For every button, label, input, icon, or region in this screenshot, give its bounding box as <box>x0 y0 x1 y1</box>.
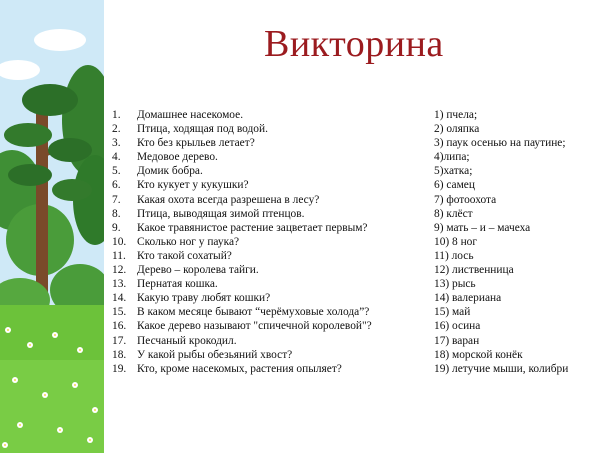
question-number: 11. <box>112 249 126 262</box>
question-number: 3. <box>112 137 121 150</box>
question-text: Какое травянистое растение зацветает первым? <box>137 221 368 234</box>
answer-text: 10) 8 ног <box>434 235 478 248</box>
answer-text: 17) варан <box>434 334 480 347</box>
question-number: 7. <box>112 193 121 206</box>
question-text: Птица, ходящая под водой. <box>137 123 268 136</box>
answer-text: 9) мать – и – мачеха <box>434 221 531 234</box>
answer-text: 5)хатка; <box>434 165 473 178</box>
quiz-row <box>112 178 602 192</box>
question-text: Какая охота всегда разрешена в лесу? <box>137 193 320 206</box>
question-number: 15. <box>112 306 127 319</box>
forest-illustration <box>0 0 104 453</box>
answer-text: 12) лиственница <box>434 264 514 277</box>
question-number: 18. <box>112 348 127 361</box>
quiz-row <box>112 207 602 221</box>
question-number: 2. <box>112 123 121 136</box>
question-text: Какую траву любят кошки? <box>137 292 271 305</box>
question-number: 10. <box>112 235 127 248</box>
answer-text: 15) май <box>434 306 471 319</box>
question-number: 19. <box>112 362 127 375</box>
answer-text: 16) осина <box>434 320 481 333</box>
quiz-row <box>112 150 602 164</box>
quiz-row <box>112 348 602 362</box>
answer-text: 4)липа; <box>434 151 470 164</box>
question-text: Кто кукует у кукушки? <box>137 179 249 192</box>
answer-text: 18) морской конёк <box>434 348 523 361</box>
question-text: Кто без крыльев летает? <box>137 137 255 150</box>
answer-text: 1) пчела; <box>434 109 478 121</box>
quiz-row <box>112 193 602 207</box>
question-number: 16. <box>112 320 127 333</box>
quiz-row <box>112 249 602 263</box>
question-text: Пернатая кошка. <box>137 278 218 291</box>
quiz-row <box>112 122 602 136</box>
question-text: Домашнее насекомое. <box>137 109 244 121</box>
question-number: 5. <box>112 165 121 178</box>
answer-text: 13) рысь <box>434 278 476 291</box>
question-number: 6. <box>112 179 121 192</box>
question-text: Птица, выводящая зимой птенцов. <box>137 207 305 220</box>
question-text: Кто, кроме насекомых, растения опыляет? <box>137 362 342 375</box>
question-number: 12. <box>112 264 127 277</box>
answer-text: 8) клёст <box>434 207 473 220</box>
question-number: 17. <box>112 334 127 347</box>
quiz-row <box>112 277 602 291</box>
question-text: Домик бобра. <box>137 165 203 178</box>
quiz-row <box>112 291 602 305</box>
quiz-row <box>112 334 602 348</box>
quiz-row <box>112 263 602 277</box>
quiz-row <box>112 362 602 376</box>
question-number: 13. <box>112 278 127 291</box>
question-number: 1. <box>112 109 121 121</box>
question-text: В каком месяце бывают “черёмуховые холода”? <box>137 306 370 319</box>
page-title: Викторина <box>264 23 444 65</box>
question-text: Медовое дерево. <box>137 151 218 164</box>
quiz-row <box>112 136 602 150</box>
question-text: Песчаный крокодил. <box>137 334 237 347</box>
answer-text: 3) паук осенью на паутине; <box>434 137 566 150</box>
quiz-row <box>112 221 602 235</box>
answer-text: 7) фотоохота <box>434 193 497 206</box>
answer-text: 14) валериана <box>434 292 502 305</box>
question-number: 14. <box>112 292 127 305</box>
question-text: Дерево – королева тайги. <box>137 264 259 277</box>
question-text: Какое дерево называют "спичечной королевой"? <box>137 320 372 333</box>
question-text: Кто такой сохатый? <box>137 249 232 262</box>
quiz-row <box>112 164 602 178</box>
question-number: 9. <box>112 221 121 234</box>
quiz-row <box>112 108 602 122</box>
question-text: Сколько ног у паука? <box>137 235 240 248</box>
quiz-row <box>112 319 602 333</box>
quiz-row <box>112 235 602 249</box>
quiz-row <box>112 305 602 319</box>
question-text: У какой рыбы обезьяний хвост? <box>137 348 293 361</box>
answer-text: 11) лось <box>434 249 474 262</box>
question-number: 8. <box>112 207 121 220</box>
quiz-list <box>112 108 602 376</box>
answer-text: 2) оляпка <box>434 123 480 136</box>
forest-scene-image <box>0 0 104 453</box>
answer-text: 19) летучие мыши, колибри <box>434 362 569 375</box>
answer-text: 6) самец <box>434 179 475 192</box>
question-number: 4. <box>112 151 121 164</box>
